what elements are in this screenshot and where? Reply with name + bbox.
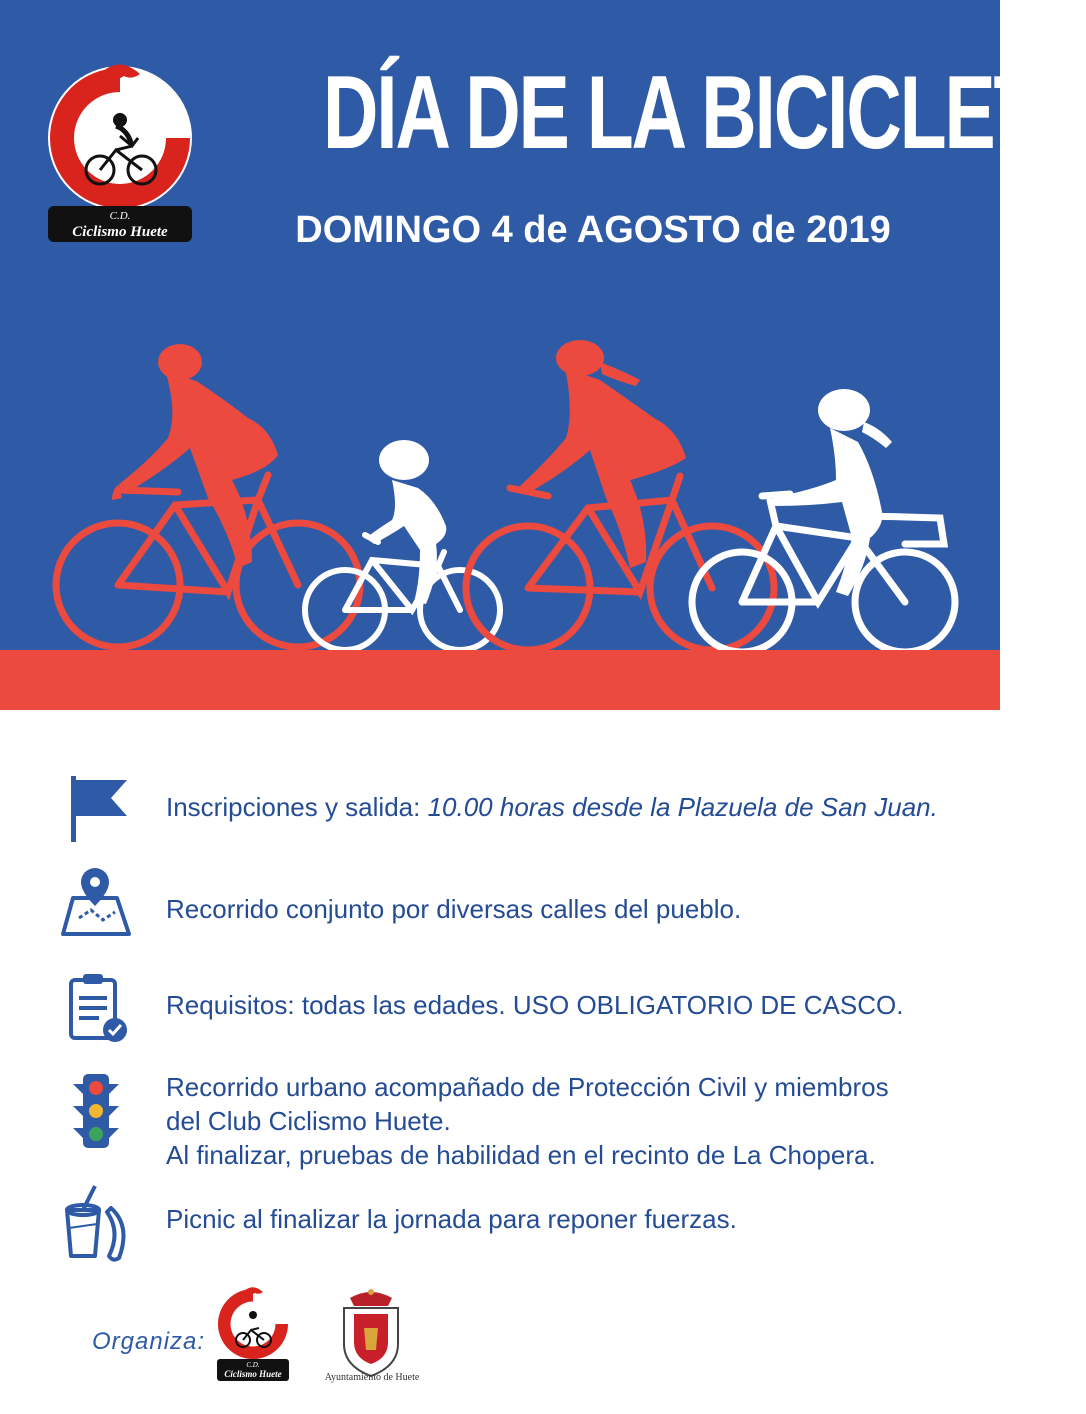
registration-label: Inscripciones y salida: — [166, 792, 421, 822]
adult-cyclist-red-left — [56, 475, 360, 647]
urban-route-line-3: Al finalizar, pruebas de habilidad en el recinto de La Chopera. — [166, 1140, 876, 1170]
map-route-icon — [55, 862, 135, 942]
picnic-icon — [55, 1180, 135, 1260]
footer-logo-prefix: C.D. — [246, 1361, 260, 1369]
event-date: DOMINGO 4 de AGOSTO de 2019 — [295, 209, 891, 251]
page-title: DÍA DE LA BICICLETA — [322, 55, 1086, 171]
club-logo-name: Ciclismo Huete — [72, 224, 168, 240]
clipboard-check-icon — [55, 970, 135, 1050]
club-logo — [40, 58, 200, 246]
traffic-light-icon — [55, 1070, 135, 1150]
club-logo-footer — [213, 1284, 293, 1384]
info-text-registration — [166, 790, 938, 824]
info-text-picnic: Picnic al finalizar la jornada para reponer fuerzas. — [166, 1204, 737, 1234]
flag-icon — [55, 770, 135, 850]
ground-band — [0, 650, 1000, 710]
info-text-route: Recorrido conjunto por diversas calles del pueblo. — [166, 894, 742, 924]
footer-logo-name: Ciclismo Huete — [224, 1369, 282, 1379]
info-text-urban-route — [166, 1070, 889, 1172]
club-logo-prefix: C.D. — [109, 210, 131, 222]
cyclists-illustration — [0, 330, 1000, 660]
info-text-requirements: Requisitos: todas las edades. USO OBLIGATORIO DE CASCO. — [166, 990, 904, 1020]
urban-route-line-1: Recorrido urbano acompañado de Protección Civil y miembros — [166, 1072, 889, 1102]
ayuntamiento-label: Ayuntamiento de Huete — [324, 1372, 420, 1383]
organiza-label: Organiza: — [92, 1328, 206, 1355]
registration-detail: 10.00 horas desde la Plazuela de San Juan. — [427, 792, 938, 822]
teen-cyclist-white — [692, 494, 955, 652]
urban-route-line-2: del Club Ciclismo Huete. — [166, 1106, 451, 1136]
